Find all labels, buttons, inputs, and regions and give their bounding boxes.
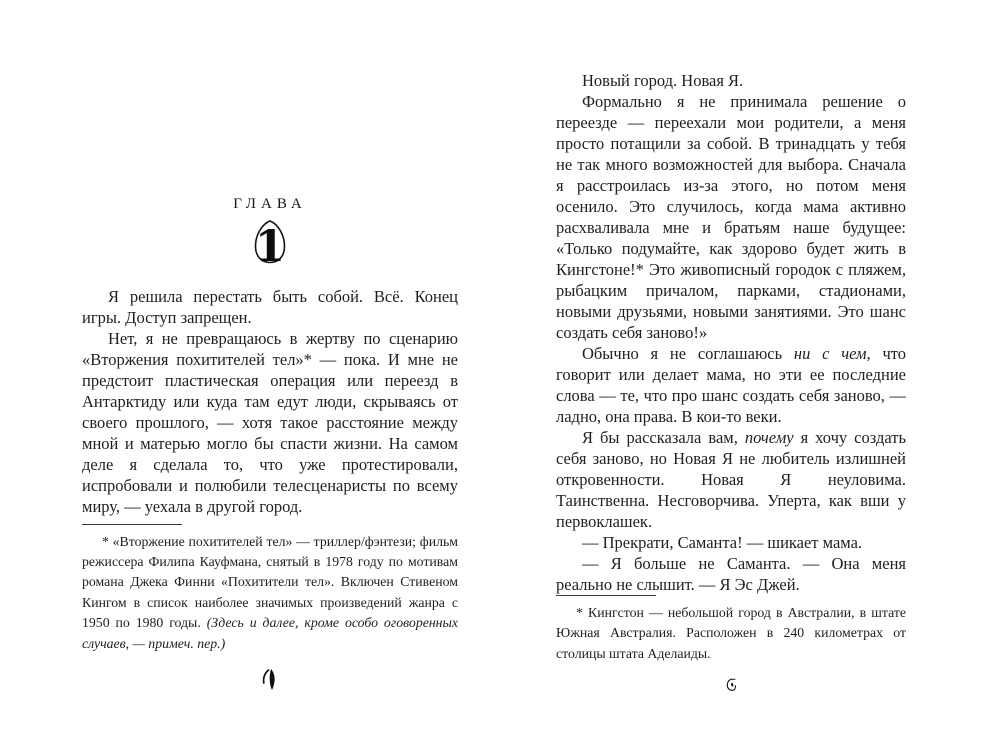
left-footnote	[82, 524, 458, 654]
paragraph-text: я хочу создать себя заново, но Новая Я не любитель излишней откровенности. Новая Я неуловима. Таинственна. Несговорчива. Уперта, как вши у первоклашек.	[556, 428, 906, 531]
left-page	[82, 0, 458, 750]
paragraph	[556, 427, 906, 532]
dialogue-paragraph	[556, 553, 906, 595]
footnote-text	[82, 532, 458, 654]
right-footnote	[556, 595, 906, 664]
paragraph-text: Новый город. Новая Я.	[582, 71, 744, 90]
footnote-text	[556, 603, 906, 664]
paragraph	[82, 286, 458, 328]
page-number-ornament-right	[722, 678, 741, 692]
paragraph	[556, 70, 906, 91]
footnote-regular: * «Вторжение похитителей тел» — триллер/фэнтези; фильм режиссера Филипа Кауфмана, снятый в 1978 году по мотивам романа Джека Финни «Похитители тел». Включен Стивеном Кингом в список наиболее значимых произведений жанра с 1950 по 1980 годы.	[82, 533, 458, 631]
paragraph-text-italic: почему	[744, 428, 794, 447]
chapter-heading: ГЛАВА	[233, 196, 307, 212]
dialogue-paragraph	[556, 532, 906, 553]
paragraph-text: Формально я не принимала решение о переезде — переехали мои родители, а меня просто потащили за собой. В тринадцать у тебя не так много возможностей для выбора. Сначала я расстроилась из-за этого, но потом меня осенило. Это случилось, когда мама активно расхваливала мне и братьям наше будущее: «Только подумайте, как здорово будет жить в Кингстоне!* Это живописный городок с пляжем, рыбацким причалом, парками, стадионами, новыми друзьями, новыми занятиями. Это шанс создать себя заново!»	[556, 92, 906, 342]
paragraph-text: Нет, я не превращаюсь в жертву по сценарию «Вторжения похитителей тел»* — пока. И мне не предстоит пластическая операция или переезд в Антарктиду или куда там едут люди, скрываясь от своего прошлого, — хотя такое расстояние между мной и матерью могло бы спасти жизни. На самом деле я сделала то, что уже протестировали, испробовали и полюбили телесценаристы по всему миру, — уехала в другой город.	[82, 329, 458, 516]
paragraph-text: Я решила перестать быть собой. Всё. Конец игры. Доступ запрещен.	[82, 287, 458, 327]
footnote-rule	[82, 524, 182, 525]
paragraph	[556, 91, 906, 343]
left-page-body	[82, 286, 458, 517]
footnote-rule	[556, 595, 656, 596]
footnote-italic: (Здесь и далее, кроме особо оговоренных случаев, — примеч. пер.)	[82, 615, 458, 651]
paragraph-text: — Прекрати, Саманта! — шикает мама.	[582, 533, 863, 552]
paragraph-text: — Я больше не Саманта. — Она меня реально не слышит. — Я Эс Джей.	[556, 554, 906, 594]
page-number-ornament-left	[261, 668, 279, 692]
footnote-regular: * Кингстон — небольшой город в Австралии, в штате Южная Австралия. Расположен в 240 километрах от столицы штата Аделаиды.	[556, 605, 906, 661]
paragraph	[82, 328, 458, 517]
right-page-body	[556, 70, 906, 595]
right-page	[556, 0, 906, 750]
paragraph-text: Обычно я не соглашаюсь	[582, 344, 794, 363]
chapter-number-egg-ornament	[249, 218, 291, 266]
chapter-number: 1	[255, 222, 285, 266]
paragraph-text: , что говорит или делает мама, но эти ее последние слова — те, что про шанс создать себя заново, — ладно, она права. В кои-то веки.	[556, 344, 906, 426]
paragraph	[556, 343, 906, 427]
paragraph-text-italic: ни с чем	[793, 344, 867, 363]
paragraph-text: Я бы рассказала вам,	[582, 428, 745, 447]
